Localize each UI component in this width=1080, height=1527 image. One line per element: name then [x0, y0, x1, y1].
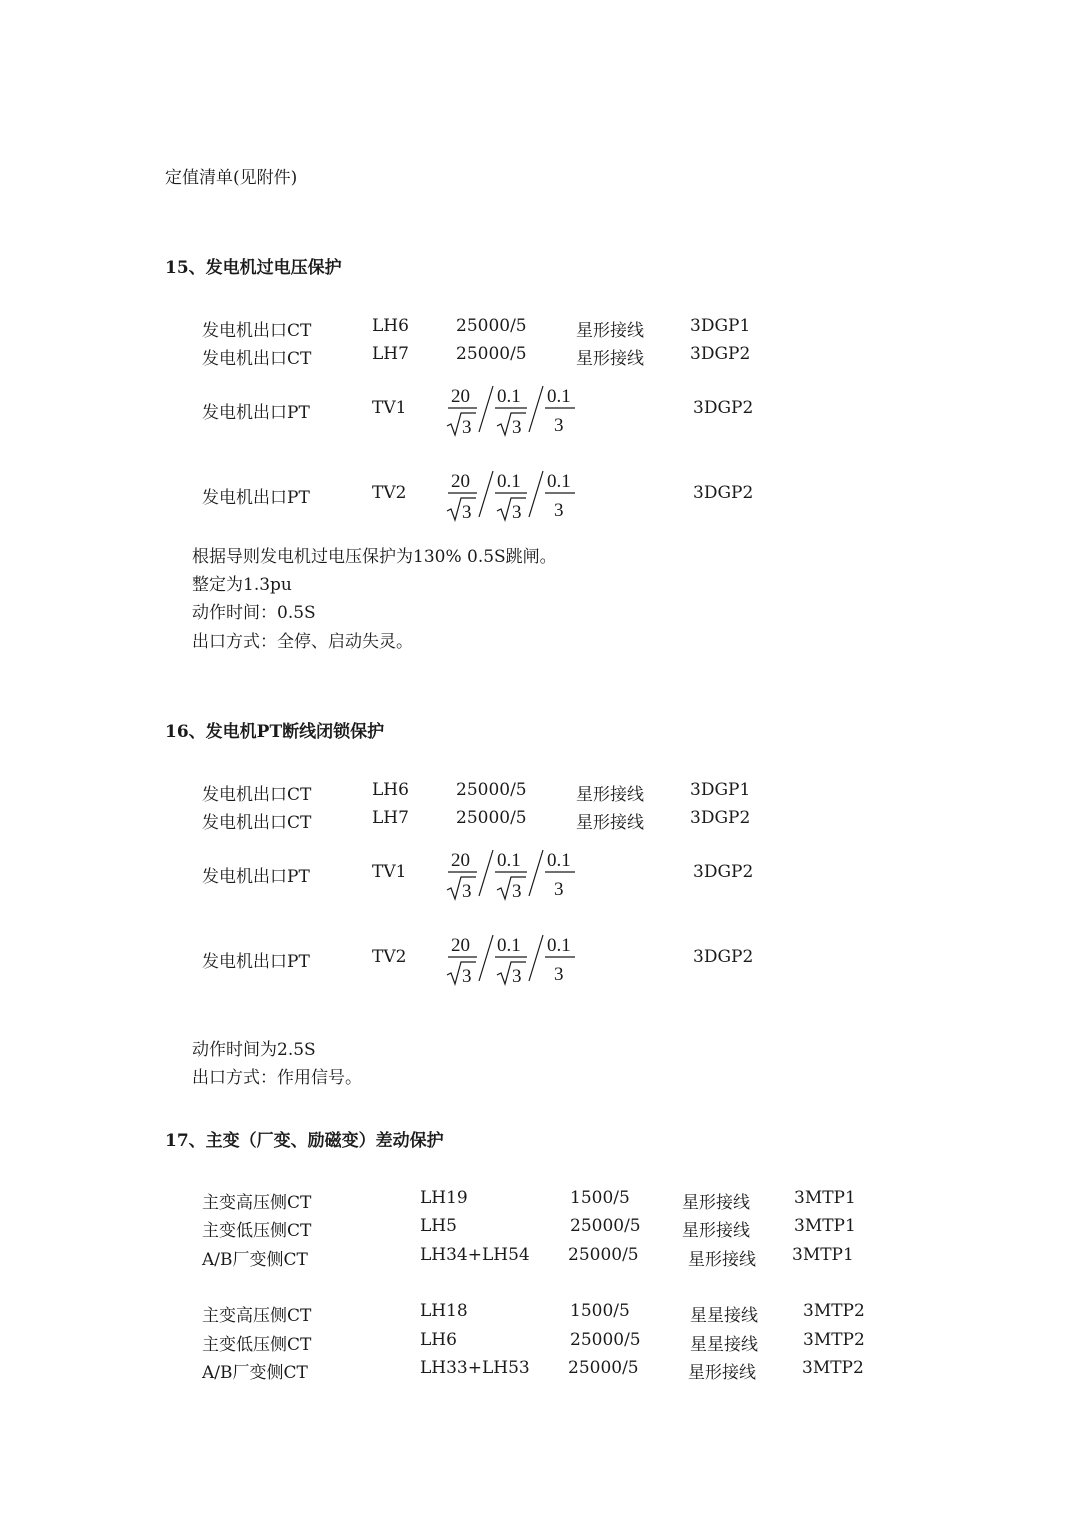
section-16-note: 动作时间为2.5S	[192, 1040, 316, 1060]
ct-connection: 星形接线	[682, 1193, 750, 1213]
ct-ratio: 1500/5	[570, 1188, 630, 1208]
pt-id: TV2	[372, 483, 407, 503]
ct-device: 3MTP1	[794, 1188, 856, 1208]
fraction-denominator: 3	[554, 500, 564, 521]
slash-divider	[479, 935, 493, 981]
ct-connection: 星形接线	[688, 1250, 756, 1270]
ct-connection: 星星接线	[690, 1306, 758, 1326]
ct-connection: 星形接线	[576, 813, 644, 833]
section-15-note: 出口方式：全停、启动失灵。	[192, 632, 413, 652]
ct-device: 3MTP1	[792, 1245, 854, 1265]
pt-ratio-formula	[445, 844, 585, 906]
ct-name: 发电机出口CT	[202, 349, 312, 369]
section-16-note: 出口方式：作用信号。	[192, 1068, 362, 1088]
fraction-numerator: 0.1	[497, 850, 521, 871]
ct-ratio: 25000/5	[456, 316, 527, 336]
section-15-note: 动作时间：0.5S	[192, 603, 316, 623]
ct-id: LH5	[420, 1216, 457, 1236]
ct-name: 发电机出口CT	[202, 321, 312, 341]
ct-device: 3MTP1	[794, 1216, 856, 1236]
ct-name: 主变低压侧CT	[202, 1335, 312, 1355]
ct-ratio: 25000/5	[568, 1358, 639, 1378]
ct-device: 3DGP2	[690, 808, 751, 828]
sqrt-radicand: 3	[512, 881, 522, 902]
intro-text: 定值清单(见附件)	[165, 168, 298, 188]
section-15-note: 根据导则发电机过电压保护为130% 0.5S跳闸。	[192, 547, 557, 567]
ct-name: A/B厂变侧CT	[202, 1250, 308, 1270]
sqrt-radicand: 3	[462, 966, 472, 987]
slash-divider	[529, 471, 543, 517]
pt-device: 3DGP2	[693, 947, 754, 967]
pt-ratio-formula	[445, 380, 585, 442]
ct-id: LH34+LH54	[420, 1245, 530, 1265]
ct-id: LH6	[420, 1330, 457, 1350]
slash-divider	[479, 471, 493, 517]
fraction-numerator: 0.1	[547, 471, 571, 492]
ct-ratio: 25000/5	[456, 344, 527, 364]
ct-id: LH19	[420, 1188, 468, 1208]
fraction-numerator: 0.1	[497, 386, 521, 407]
ct-id: LH33+LH53	[420, 1358, 530, 1378]
ct-ratio: 25000/5	[568, 1245, 639, 1265]
fraction-numerator: 0.1	[547, 850, 571, 871]
pt-id: TV1	[372, 862, 407, 882]
ct-id: LH18	[420, 1301, 468, 1321]
pt-device: 3DGP2	[693, 483, 754, 503]
pt-device: 3DGP2	[693, 862, 754, 882]
slash-divider	[529, 935, 543, 981]
fraction-numerator: 20	[451, 471, 470, 492]
sqrt-radicand: 3	[462, 881, 472, 902]
fraction-numerator: 0.1	[547, 935, 571, 956]
fraction-numerator: 0.1	[497, 471, 521, 492]
fraction-denominator: 3	[554, 964, 564, 985]
ct-name: A/B厂变侧CT	[202, 1363, 308, 1383]
slash-divider	[479, 386, 493, 432]
fraction-denominator: 3	[554, 879, 564, 900]
ct-id: LH7	[372, 344, 409, 364]
sqrt-radicand: 3	[512, 966, 522, 987]
slash-divider	[479, 850, 493, 896]
ct-id: LH7	[372, 808, 409, 828]
ct-connection: 星形接线	[682, 1221, 750, 1241]
pt-name: 发电机出口PT	[202, 952, 310, 972]
ct-name: 主变低压侧CT	[202, 1221, 312, 1241]
ct-ratio: 25000/5	[570, 1330, 641, 1350]
ct-id: LH6	[372, 780, 409, 800]
pt-device: 3DGP2	[693, 398, 754, 418]
ct-name: 主变高压侧CT	[202, 1306, 312, 1326]
pt-name: 发电机出口PT	[202, 488, 310, 508]
pt-ratio-formula	[445, 929, 585, 991]
ct-name: 发电机出口CT	[202, 785, 312, 805]
section-17-heading: 17、主变（厂变、励磁变）差动保护	[165, 1131, 444, 1151]
ct-device: 3MTP2	[803, 1330, 865, 1350]
fraction-numerator: 0.1	[497, 935, 521, 956]
pt-name: 发电机出口PT	[202, 403, 310, 423]
ct-connection: 星形接线	[576, 349, 644, 369]
pt-name: 发电机出口PT	[202, 867, 310, 887]
ct-device: 3MTP2	[802, 1358, 864, 1378]
sqrt-radicand: 3	[512, 417, 522, 438]
section-15-heading: 15、发电机过电压保护	[165, 258, 342, 278]
ct-device: 3DGP1	[690, 316, 751, 336]
fraction-denominator: 3	[554, 415, 564, 436]
ct-connection: 星形接线	[688, 1363, 756, 1383]
ct-name: 发电机出口CT	[202, 813, 312, 833]
fraction-numerator: 20	[451, 850, 470, 871]
ct-id: LH6	[372, 316, 409, 336]
slash-divider	[529, 850, 543, 896]
ct-device: 3DGP2	[690, 344, 751, 364]
ct-name: 主变高压侧CT	[202, 1193, 312, 1213]
pt-id: TV1	[372, 398, 407, 418]
pt-ratio-formula	[445, 465, 585, 527]
ct-connection: 星形接线	[576, 321, 644, 341]
sqrt-radicand: 3	[462, 502, 472, 523]
ct-ratio: 25000/5	[456, 780, 527, 800]
ct-connection: 星星接线	[690, 1335, 758, 1355]
sqrt-radicand: 3	[512, 502, 522, 523]
ct-ratio: 25000/5	[570, 1216, 641, 1236]
sqrt-radicand: 3	[462, 417, 472, 438]
ct-connection: 星形接线	[576, 785, 644, 805]
slash-divider	[529, 386, 543, 432]
ct-device: 3MTP2	[803, 1301, 865, 1321]
fraction-numerator: 20	[451, 386, 470, 407]
fraction-numerator: 0.1	[547, 386, 571, 407]
ct-ratio: 1500/5	[570, 1301, 630, 1321]
ct-ratio: 25000/5	[456, 808, 527, 828]
fraction-numerator: 20	[451, 935, 470, 956]
ct-device: 3DGP1	[690, 780, 751, 800]
section-16-heading: 16、发电机PT断线闭锁保护	[165, 722, 385, 742]
section-15-note: 整定为1.3pu	[192, 575, 292, 595]
pt-id: TV2	[372, 947, 407, 967]
